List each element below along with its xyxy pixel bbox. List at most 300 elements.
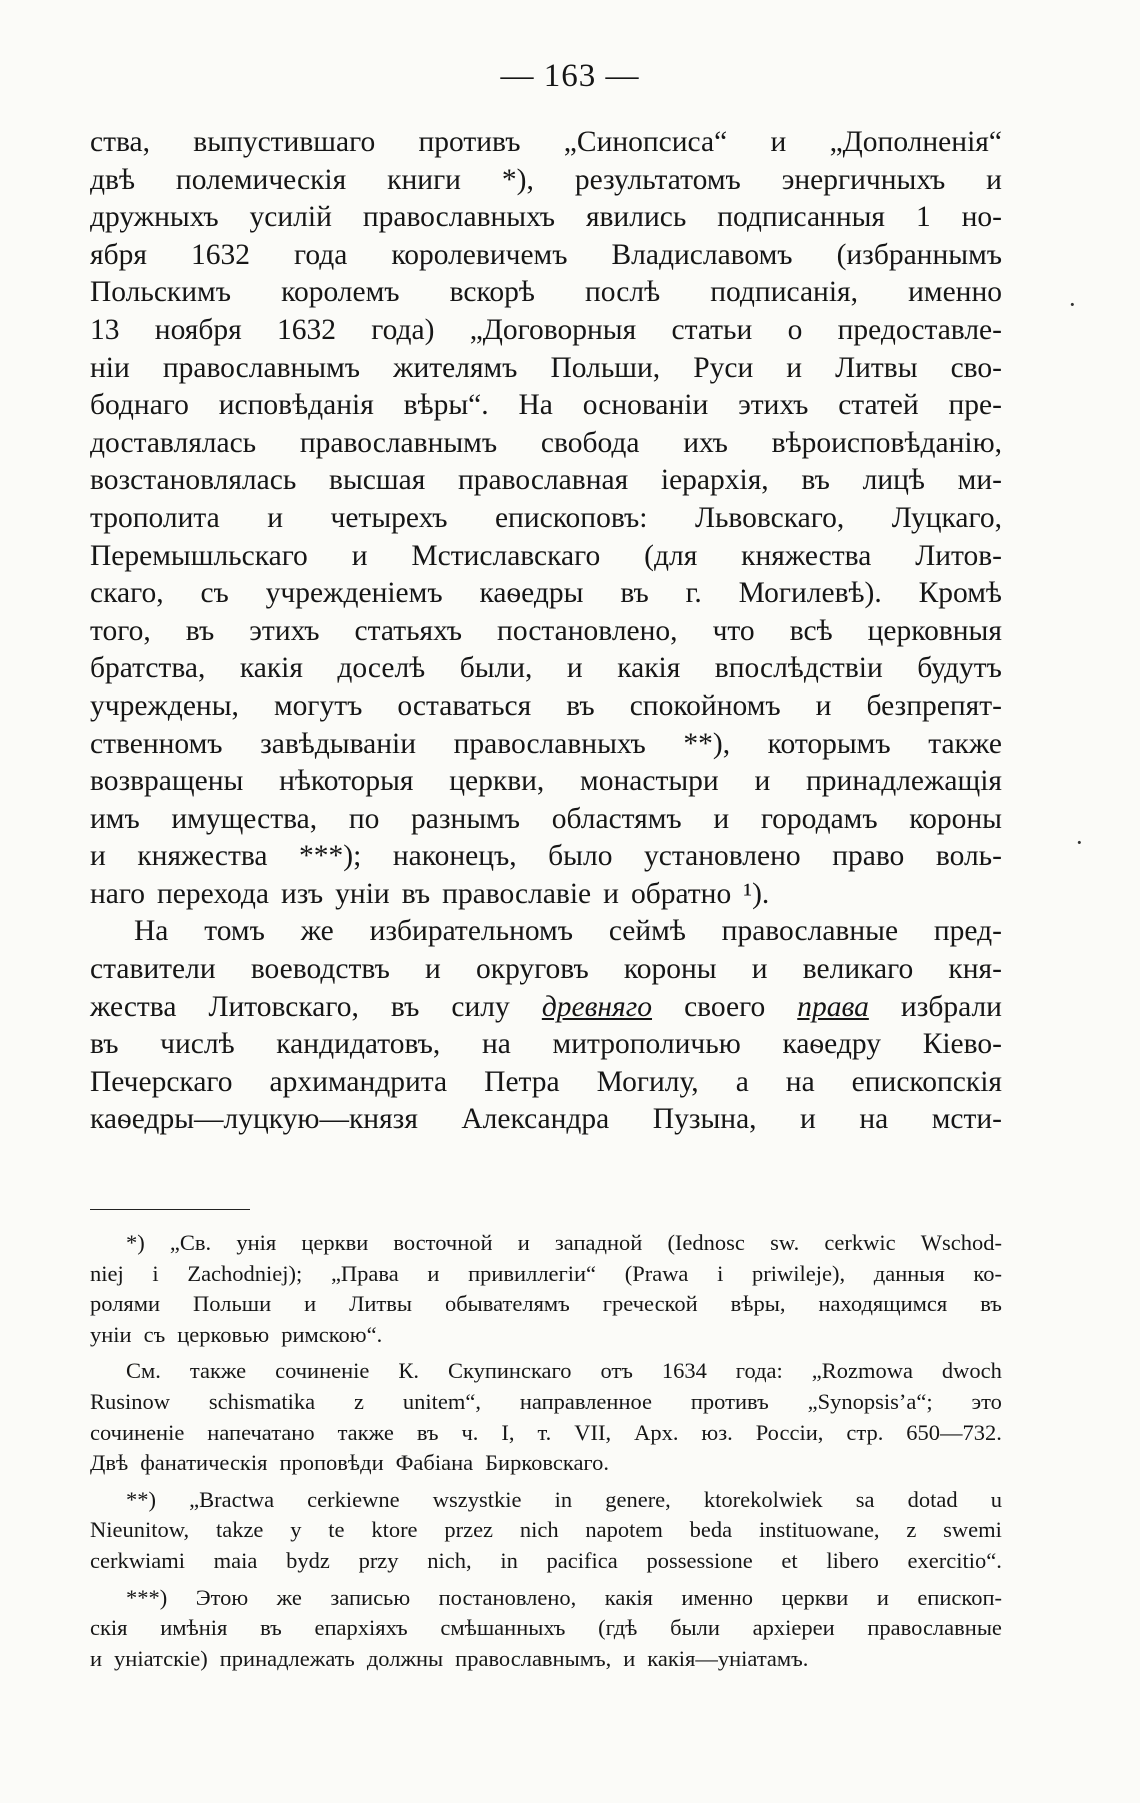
footnote-word: instituowane, [758, 1517, 880, 1543]
footnote-word: (Prawa [624, 1260, 689, 1286]
footnote-line [90, 1418, 1002, 1449]
main-word: разнымъ [411, 802, 521, 835]
main-word: дружныхъ [90, 201, 219, 234]
footnote-word: стр. [846, 1419, 884, 1445]
footnote-word: „Bractwa [189, 1486, 275, 1512]
footnote-word: Wschod- [920, 1230, 1002, 1255]
main-line [90, 838, 1002, 876]
footnote-word: niej [90, 1260, 124, 1286]
main-word: и [986, 163, 1002, 196]
main-word: православіе [442, 877, 592, 910]
footnote-word: фанатическія [140, 1450, 268, 1476]
footnote-word: Двѣ [90, 1450, 129, 1476]
main-word: ставители [90, 953, 216, 986]
footnote-word: VII, [574, 1419, 612, 1445]
footnote-word: libero [826, 1547, 879, 1573]
footnote-word: должны [366, 1645, 444, 1671]
main-word: кандидатовъ, [276, 1028, 441, 1061]
main-word: доставлялась [90, 426, 257, 459]
footnote-word: przez [444, 1517, 494, 1543]
footnote-word: были [670, 1615, 720, 1641]
main-word: въ [566, 689, 595, 722]
main-word: но- [961, 201, 1002, 234]
main-line [90, 387, 1002, 425]
main-word: братства, [90, 652, 206, 685]
main-word: изъ [280, 877, 324, 910]
main-word: перехода [157, 877, 269, 910]
main-word: подписанныя [717, 201, 885, 234]
main-word: православные [721, 915, 899, 948]
main-word: православныхъ [362, 201, 555, 234]
footnote-word: u [990, 1486, 1002, 1512]
main-line [90, 1101, 1002, 1139]
main-line [90, 913, 1002, 951]
main-word: королемъ [281, 276, 400, 309]
main-word: жителямъ [393, 351, 518, 384]
footnote-word: и [623, 1645, 636, 1671]
main-word: митрополичью [552, 1028, 741, 1061]
main-line [90, 1064, 1002, 1102]
footnote-word: въ [416, 1419, 439, 1445]
main-word: округовъ [475, 953, 589, 986]
main-word: учреждены, [90, 689, 239, 722]
main-line [90, 312, 1002, 350]
footnote-word: вѣры, [730, 1291, 786, 1317]
footnote-word: „Св. [169, 1230, 212, 1255]
main-word: сво- [950, 351, 1002, 384]
main-word: пред- [933, 915, 1002, 948]
footnote-word: priwileje), [752, 1260, 846, 1286]
main-line [90, 462, 1002, 500]
main-word: древняго [541, 990, 653, 1023]
footnote-word: sa [855, 1486, 875, 1512]
main-word: томъ [204, 915, 265, 948]
main-word: имущества, [171, 802, 318, 835]
main-word: и [267, 501, 284, 534]
footnote-word: Арх. [634, 1419, 679, 1445]
main-word: впослѣдствіи [714, 652, 883, 685]
main-word: нѣкоторыя [279, 765, 414, 798]
main-word: Пузына, [652, 1103, 757, 1136]
main-word: обратно [630, 877, 732, 910]
main-word: числѣ [160, 1028, 235, 1061]
main-word: доселѣ [337, 652, 426, 685]
main-word: ства, [90, 126, 150, 158]
footnote-word: скія [90, 1615, 128, 1641]
main-word: четырехъ [330, 501, 448, 534]
main-word: и [566, 652, 583, 685]
footnote-word: schismatika [208, 1388, 316, 1414]
main-word: въ [90, 1028, 119, 1061]
main-word: и [786, 351, 803, 384]
main-word: епископовъ: [494, 501, 648, 534]
footnote-word: possessione [646, 1547, 753, 1573]
main-word: двѣ [90, 163, 135, 196]
footnote-word: также [189, 1358, 247, 1384]
main-line [90, 350, 1002, 388]
main-word: какія [239, 652, 303, 685]
main-word: Кіево- [922, 1028, 1002, 1061]
main-word: (избраннымъ [836, 238, 1002, 271]
footnote-word: унія [236, 1230, 277, 1255]
footnote-word: cerkwiami [90, 1547, 185, 1573]
footnote-word: какія—уніатамъ. [647, 1645, 809, 1671]
main-word: 1 [915, 201, 931, 234]
main-word: же [300, 915, 334, 948]
footnote-word: въ [980, 1291, 1002, 1317]
main-line [90, 989, 1002, 1027]
main-word: статьи [671, 313, 753, 346]
footnote-word: I, [501, 1419, 515, 1445]
main-word: и [815, 689, 832, 722]
footnote-word: Литвы [349, 1291, 412, 1317]
main-word: Петра [484, 1065, 560, 1098]
footnote-word: przy [358, 1547, 399, 1573]
main-word: въ [801, 464, 830, 497]
footnote-word: z [354, 1388, 364, 1414]
main-word: и [713, 802, 730, 835]
footnote-word: y [290, 1517, 302, 1543]
main-word: Печерскаго [90, 1065, 233, 1098]
main-word: мсти- [931, 1103, 1002, 1136]
main-word: княжества [137, 840, 268, 873]
footnote-divider [90, 1209, 250, 1210]
footnote-word: сочиненіе [90, 1419, 185, 1445]
main-word: православнымъ [162, 351, 361, 384]
footnote-word: nich, [427, 1547, 472, 1573]
main-word: и [90, 840, 106, 873]
main-line [90, 726, 1002, 764]
footnote-line [90, 1320, 1002, 1351]
margin-mark: · [1075, 828, 1084, 857]
footnote-word: привиллегіи“ [468, 1260, 597, 1286]
footnote-word: 650—732. [906, 1419, 1002, 1445]
footnote-word: beda [689, 1517, 733, 1543]
footnote-word: sw. [770, 1230, 800, 1255]
main-word: спокойномъ [629, 689, 781, 722]
main-word: ¹). [743, 877, 770, 910]
main-word: На [134, 915, 169, 948]
main-word: предоставле- [837, 313, 1002, 346]
main-line [90, 237, 1002, 275]
main-word: основаніи [582, 389, 709, 422]
main-word: Мстиславскаго [411, 539, 601, 572]
footnote-word: православные [867, 1615, 1002, 1641]
footnote-word: takze [215, 1517, 264, 1543]
main-word: своего [684, 990, 766, 1023]
main-word: завѣдываніи [260, 727, 417, 760]
main-word: Перемышльскаго [90, 539, 308, 572]
footnote-word: смѣшанныхъ [440, 1615, 566, 1641]
main-word: послѣ [585, 276, 661, 309]
main-word: наго [90, 877, 145, 910]
main-line [90, 575, 1002, 613]
footnote-word: епископ- [917, 1584, 1002, 1610]
main-word: Польши, [550, 351, 661, 384]
main-word: „Дополненія“ [829, 126, 1002, 158]
main-word: „Синопсиса“ [563, 126, 728, 158]
footnote-word: находящимся [818, 1291, 948, 1317]
main-word: а [735, 1065, 749, 1098]
footnote-word: bydz [286, 1547, 330, 1573]
footnote-word: Этою [195, 1584, 249, 1610]
footnote-word: 1634 [661, 1358, 707, 1384]
footnote-word: сочиненіе [275, 1358, 370, 1384]
main-word: на [785, 1065, 815, 1098]
main-word: въ [185, 614, 215, 647]
main-word: епископскія [851, 1065, 1002, 1098]
footnote-word: et [781, 1547, 798, 1573]
main-word: сеймѣ [608, 915, 686, 948]
main-word: ственномъ [90, 727, 223, 760]
main-word: Могилевѣ). [738, 577, 882, 610]
footnote-word: т. [537, 1419, 552, 1445]
main-word: и [770, 126, 787, 158]
footnote-word: К. [398, 1358, 420, 1384]
main-word: церковныя [867, 614, 1002, 647]
footnote-word: in [554, 1486, 573, 1512]
main-line [90, 1026, 1002, 1064]
main-word: и [603, 877, 619, 910]
main-word: и [754, 765, 771, 798]
main-word: *), [501, 163, 534, 196]
footnote-word: церкви [781, 1584, 849, 1610]
main-word: по [348, 802, 380, 835]
main-line [90, 613, 1002, 651]
main-line [90, 124, 1002, 162]
main-word: о [787, 313, 803, 346]
main-word: монастыри [580, 765, 719, 798]
footnote-word: ktore [371, 1517, 418, 1543]
main-word: Львовскаго, [694, 501, 845, 534]
main-word: избирательномъ [369, 915, 573, 948]
footnote-word: cerkiewne [307, 1486, 400, 1512]
main-word: православнымъ [299, 426, 498, 459]
main-word: уніи [335, 877, 390, 910]
main-word: право [832, 840, 905, 873]
footnote-word: имѣнія [160, 1615, 228, 1641]
footnotes [90, 1228, 1002, 1674]
footnote-word: западной [554, 1230, 643, 1255]
footnote-word: te [328, 1517, 345, 1543]
main-word: наконецъ, [392, 840, 517, 873]
main-word: свобода [540, 426, 640, 459]
footnote-word: постановлено, [438, 1584, 577, 1610]
footnote-word: Россіи, [755, 1419, 824, 1445]
footnote-word: *) [126, 1230, 145, 1255]
main-line [90, 162, 1002, 200]
footnote-word: Бирковскаго. [485, 1450, 609, 1476]
main-word: воль- [935, 840, 1002, 873]
footnote-word: отъ [600, 1358, 633, 1384]
main-word: архимандрита [269, 1065, 448, 1098]
footnote-word: это [971, 1388, 1002, 1414]
main-word: и [351, 539, 368, 572]
main-word: противъ [418, 126, 521, 158]
main-word: высшая [329, 464, 426, 497]
main-word: королевичемъ [391, 238, 568, 271]
footnote-word: записью [330, 1584, 411, 1610]
footnote-line [90, 1644, 1002, 1675]
main-word: права [797, 990, 869, 1023]
main-word: въ [390, 990, 420, 1023]
main-word: возвращены [90, 765, 244, 798]
main-word: Польскимъ [90, 276, 231, 309]
main-word: Могилу, [596, 1065, 699, 1098]
main-word: великаго [802, 953, 914, 986]
main-word: вѣроисповѣданію, [771, 426, 1002, 459]
main-word: ября [90, 238, 147, 271]
footnote-word: nich [519, 1517, 559, 1543]
footnote-word: Фабіана [395, 1450, 474, 1476]
footnote-word: принадлежать [219, 1645, 355, 1671]
main-word: именно [908, 276, 1002, 309]
main-word: Кромѣ [918, 577, 1002, 610]
main-word: исповѣданія [218, 389, 374, 422]
footnote-word: также [337, 1419, 394, 1445]
main-word: этихъ [249, 614, 320, 647]
main-word: выпустившаго [193, 126, 376, 158]
footnote-word: **) [126, 1486, 156, 1512]
main-word: Владиславомъ [611, 238, 793, 271]
footnote-word: pacifica [546, 1547, 618, 1573]
main-word: безпрепят- [866, 689, 1002, 722]
main-word: также [928, 727, 1002, 760]
footnote-word: и [517, 1230, 530, 1255]
main-word: усилій [249, 201, 332, 234]
main-word: ***); [299, 840, 362, 873]
main-word: православная [458, 464, 629, 497]
main-word: всѣ [789, 614, 833, 647]
footnote-word: (Iednosc [667, 1230, 745, 1255]
main-word: на [859, 1103, 889, 1136]
footnote-word: i [717, 1260, 724, 1286]
footnote-word: проповѣди [279, 1450, 384, 1476]
footnote-word: римскою“. [281, 1321, 383, 1347]
main-word: въ [620, 577, 649, 610]
footnote-word: данныя [873, 1260, 945, 1286]
main-line [90, 425, 1002, 463]
main-word: На [518, 389, 553, 422]
main-word: постановлено, [497, 614, 678, 647]
footnote-word: противъ [690, 1388, 769, 1414]
main-word: возстановлялась [90, 464, 297, 497]
main-word: скаго, [90, 577, 164, 610]
footnote-word: обывателямъ [444, 1291, 570, 1317]
footnote-line [90, 1546, 1002, 1577]
footnote-word: ч. [461, 1419, 479, 1445]
main-line [90, 199, 1002, 237]
main-word: были, [459, 652, 533, 685]
main-word: ніи [90, 351, 130, 384]
footnote-word: „Synopsis’a“; [807, 1388, 933, 1414]
main-word: областямъ [551, 802, 682, 835]
main-word: ноября [154, 313, 242, 346]
footnote-word: См. [126, 1358, 161, 1384]
footnote-line [90, 1356, 1002, 1387]
footnote-line [90, 1485, 1002, 1516]
footnote-word: dwoch [941, 1358, 1002, 1384]
footnote-word: in [500, 1547, 518, 1573]
main-word: оставаться [397, 689, 532, 722]
main-word: іерархія, [660, 464, 769, 497]
main-word: г. [685, 577, 702, 610]
main-line [90, 951, 1002, 989]
footnote-word: и [876, 1584, 889, 1610]
main-word: года [293, 238, 348, 271]
main-word: лицѣ [862, 464, 925, 497]
footnote-word: и [90, 1645, 103, 1671]
main-word: Литвы [835, 351, 918, 384]
main-word: результатомъ [574, 163, 741, 196]
footnote-word: ко- [973, 1260, 1002, 1286]
main-word: „Договорныя [469, 313, 637, 346]
main-word: церкви, [449, 765, 545, 798]
footnote-word: именно [681, 1584, 753, 1610]
footnote-line [90, 1448, 1002, 1479]
footnote-word: какія [604, 1584, 653, 1610]
footnote-word: ktorekolwiek [703, 1486, 823, 1512]
main-word: съ [200, 577, 229, 610]
footnote-word: „Rozmowa [811, 1358, 913, 1384]
footnote-word: направленное [519, 1388, 653, 1414]
main-word: Руси [693, 351, 754, 384]
main-word: какія [617, 652, 681, 685]
main-word: что [712, 614, 755, 647]
footnote-word: Nieunitow, [90, 1517, 190, 1543]
footnote-word: же [276, 1584, 302, 1610]
footnote-word: юз. [701, 1419, 733, 1445]
main-line [90, 763, 1002, 801]
margin-mark: · [1068, 290, 1077, 319]
footnote-word: греческой [602, 1291, 698, 1317]
main-word: статей [838, 389, 919, 422]
footnote-word: dotad [907, 1486, 958, 1512]
footnote-word: церкви [301, 1230, 369, 1255]
main-word: Литовскаго, [208, 990, 359, 1023]
main-word: и [800, 1103, 816, 1136]
main-line [90, 274, 1002, 312]
footnote-word: Rusinow [90, 1388, 171, 1414]
footnote-word: exercitio“. [907, 1547, 1002, 1573]
main-word: статьяхъ [354, 614, 463, 647]
footnote-word: wszystkie [432, 1486, 522, 1512]
main-word: этихъ [738, 389, 809, 422]
main-word: каѳедры [479, 577, 584, 610]
footnote-word: Скупинскаго [447, 1358, 572, 1384]
main-word: года) [371, 313, 435, 346]
page-number: — 163 — [500, 58, 640, 94]
footnote-word: года: [735, 1358, 783, 1384]
main-word: 1632 [190, 238, 250, 271]
main-word: избрали [900, 990, 1002, 1023]
main-text [90, 124, 1002, 1139]
main-word: короны [909, 802, 1002, 835]
main-word: пре- [948, 389, 1002, 422]
footnote-word: епархіяхъ [314, 1615, 408, 1641]
main-word: каѳедры—луцкую—князя [90, 1103, 418, 1136]
main-word: ми- [957, 464, 1002, 497]
footnote-line [90, 1228, 1002, 1259]
main-word: и [751, 953, 768, 986]
footnote-word: (гдѣ [598, 1615, 638, 1641]
footnote-word: архіереи [752, 1615, 835, 1641]
main-word: православныхъ [453, 727, 646, 760]
footnote-word: православнымъ, [455, 1645, 612, 1671]
main-line [90, 538, 1002, 576]
main-word: силу [451, 990, 510, 1023]
main-line [90, 688, 1002, 726]
